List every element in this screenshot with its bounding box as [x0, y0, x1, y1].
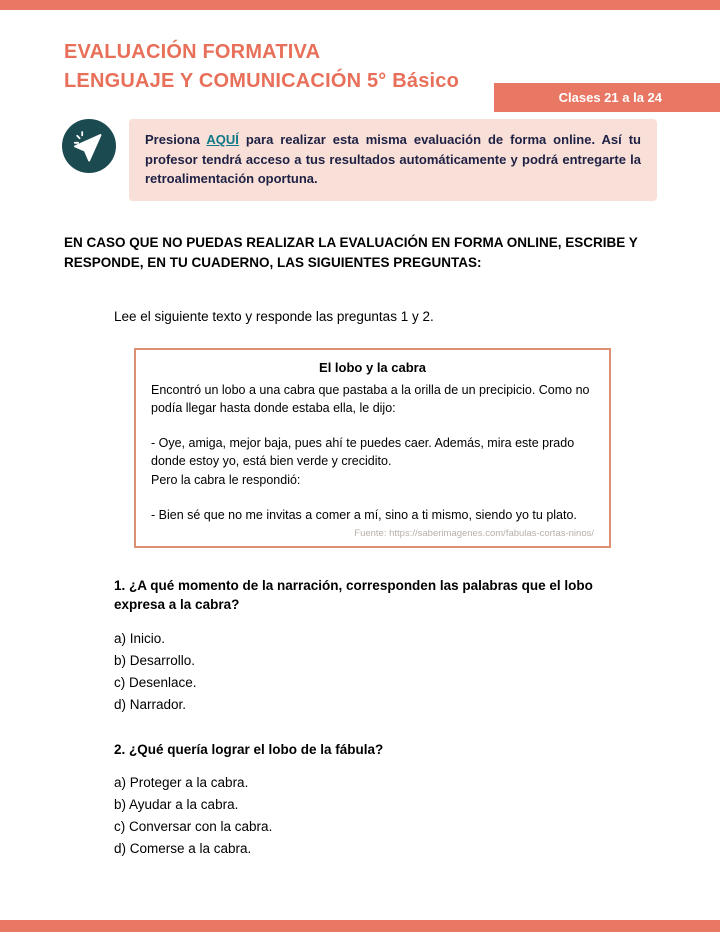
story-paragraph: - Bien sé que no me invitas a comer a mí, sino a ti mismo, siendo yo tu plato.: [151, 507, 577, 522]
question-1-option-b: b) Desarrollo.: [114, 652, 196, 668]
online-evaluation-notice: [62, 119, 657, 201]
question-2: 2. ¿Qué quería lograr el lobo de la fábula?: [114, 741, 384, 757]
page-subtitle: LENGUAJE Y COMUNICACIÓN 5° Básico: [64, 70, 460, 92]
notice-text: [145, 130, 641, 189]
header: [0, 10, 720, 105]
question-2-options: [114, 774, 720, 858]
reading-prompt: Lee el siguiente texto y responde las preguntas 1 y 2.: [114, 309, 434, 324]
notice-text-after: para realizar esta misma evaluación de forma online. Así tu profesor tendrá acceso a tus resultados automáticamente y podrá entregarte la retroalimentación oportuna.: [145, 132, 641, 186]
story-source: Fuente: https://saberimagenes.com/fabulas-cortas-ninos/: [354, 527, 594, 539]
question-1: 1. ¿A qué momento de la narración, corresponden las palabras que el lobo expresa a la cabra?: [114, 577, 593, 613]
question-1-option-c: c) Desenlace.: [114, 674, 197, 690]
story-box: [134, 348, 611, 548]
online-evaluation-link[interactable]: AQUÍ: [206, 132, 239, 147]
classes-badge: Clases 21 a la 24: [494, 83, 720, 112]
question-2-option-d: d) Comerse a la cabra.: [114, 841, 252, 857]
question-1-option-d: d) Narrador.: [114, 697, 187, 713]
notice-box: [129, 119, 657, 201]
top-accent-bar: [0, 0, 720, 10]
question-2-option-a: a) Proteger a la cabra.: [114, 775, 249, 791]
story-paragraph: - Oye, amiga, mejor baja, pues ahí te puedes caer. Además, mira este prado donde estoy yo, está bien verde y crecidito.: [151, 436, 575, 469]
bottom-accent-bar: [0, 920, 720, 932]
click-cursor-icon: [62, 119, 116, 173]
question-2-option-c: c) Conversar con la cabra.: [114, 819, 273, 835]
page-title: EVALUACIÓN FORMATIVA: [64, 41, 321, 63]
notice-text-before: Presiona: [145, 132, 207, 147]
offline-instructions: EN CASO QUE NO PUEDAS REALIZAR LA EVALUACIÓN EN FORMA ONLINE, ESCRIBE Y RESPONDE, EN TU CUADERNO, LAS SIGUIENTES PREGUNTAS:: [64, 234, 638, 270]
question-2-option-b: b) Ayudar a la cabra.: [114, 797, 239, 813]
question-1-option-a: a) Inicio.: [114, 630, 166, 646]
question-1-options: [114, 630, 720, 714]
story-paragraph: Encontró un lobo a una cabra que pastaba a la orilla de un precipicio. Como no podía llegar hasta donde estaba ella, le dijo:: [151, 383, 590, 416]
story-title: El lobo y la cabra: [319, 360, 426, 375]
story-paragraph: Pero la cabra le respondió:: [151, 472, 301, 487]
